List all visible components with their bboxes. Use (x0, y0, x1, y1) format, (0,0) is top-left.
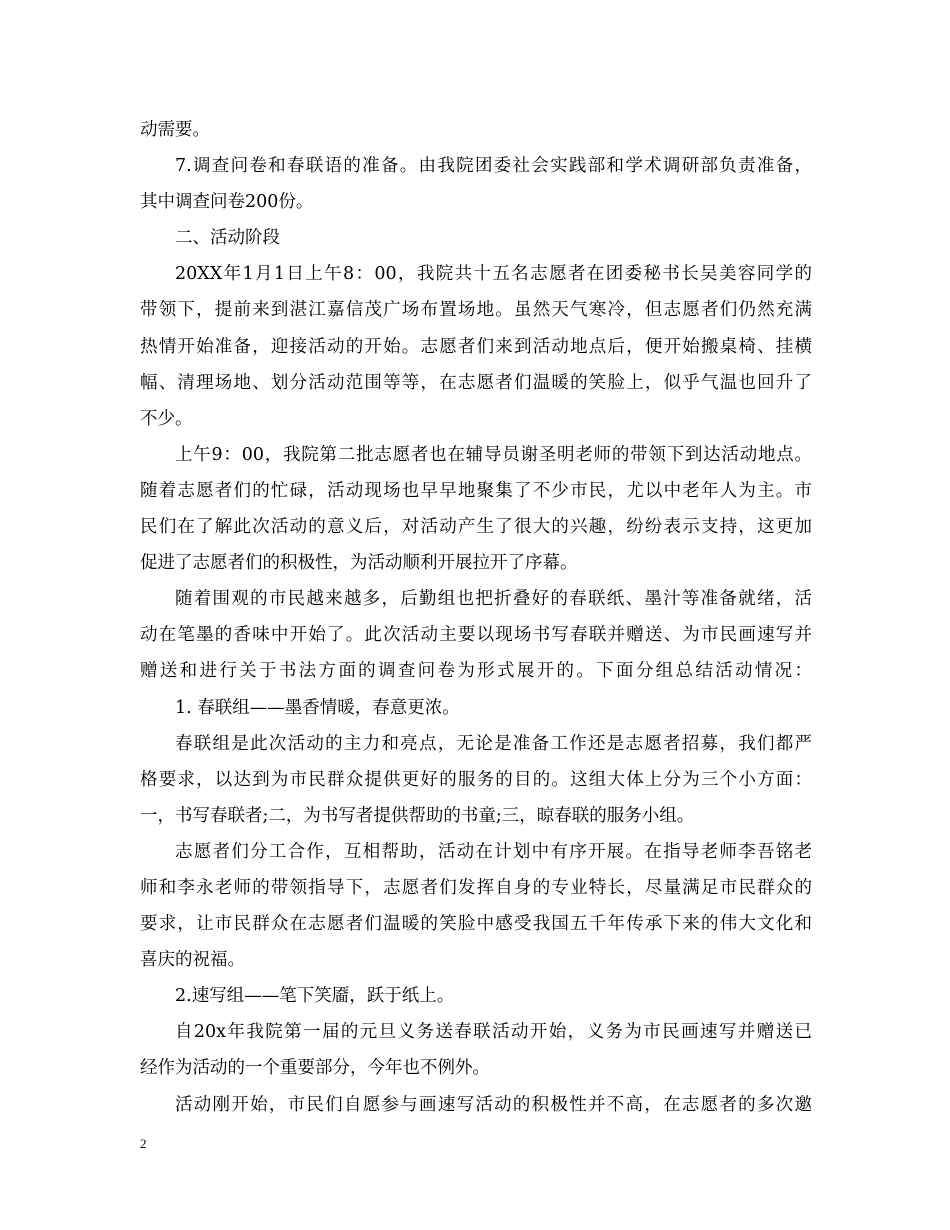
text-line: 热情开始准备，迎接活动的开始。志愿者们来到活动地点后，便开始搬桌椅、挂横 (140, 336, 812, 357)
text-line: 20XX年1月1日上午8：00，我院共十五名志愿者在团委秘书长吴美容同学的 (175, 264, 812, 285)
text-line: 促进了志愿者们的积极性，为活动顺利开展拉开了序幕。 (140, 553, 578, 574)
text-line: 动在笔墨的香味中开始了。此次活动主要以现场书写春联并赠送、为市民画速写并 (140, 625, 812, 646)
text-line: 随着志愿者们的忙碌，活动现场也早早地聚集了不少市民，尤以中老年人为主。市 (140, 480, 812, 501)
text-line: 赠送和进行关于书法方面的调查问卷为形式展开的。下面分组总结活动情况： (140, 661, 812, 682)
text-line: 自20x年我院第一届的元旦义务送春联活动开始，义务为市民画速写并赠送已 (175, 1022, 812, 1043)
text-line: 喜庆的祝福。 (140, 950, 245, 971)
page-number: 2 (140, 1136, 147, 1151)
document-body (140, 112, 812, 1123)
text-line: 民们在了解此次活动的意义后，对活动产生了很大的兴趣，纷纷表示支持，这更加 (140, 517, 812, 538)
text-line: 随着围观的市民越来越多，后勤组也把折叠好的春联纸、墨汁等准备就绪，活 (175, 589, 812, 610)
text-line: 其中调查问卷200份。 (140, 192, 314, 213)
text-line: 7.调查问卷和春联语的准备。由我院团委社会实践部和学术调研部负责准备， (175, 156, 812, 177)
text-line: 带领下，提前来到湛江嘉信茂广场布置场地。虽然天气寒冷，但志愿者们仍然充满 (140, 300, 812, 321)
text-line: 幅、清理场地、划分活动范围等等，在志愿者们温暖的笑脸上，似乎气温也回升了 (140, 372, 812, 393)
text-line: 一，书写春联者;二，为书写者提供帮助的书童;三，晾春联的服务小组。 (140, 805, 695, 826)
text-line: 经作为活动的一个重要部分，今年也不例外。 (140, 1058, 490, 1079)
text-line: 春联组是此次活动的主力和亮点，无论是准备工作还是志愿者招募，我们都严 (175, 733, 812, 754)
text-line: 上午9：00，我院第二批志愿者也在辅导员谢圣明老师的带领下到达活动地点。 (175, 444, 812, 465)
text-line: 要求，让市民群众在志愿者们温暖的笑脸中感受我国五千年传承下来的伟大文化和 (140, 914, 812, 935)
text-line: 格要求，以达到为市民群众提供更好的服务的目的。这组大体上分为三个小方面： (140, 769, 812, 790)
text-line: 不少。 (140, 408, 193, 429)
text-line: 1. 春联组——墨香情暖，春意更浓。 (175, 697, 460, 718)
text-line: 二、活动阶段 (175, 228, 280, 249)
text-line: 师和李永老师的带领指导下，志愿者们发挥自身的专业特长，尽量满足市民群众的 (140, 877, 812, 898)
text-line: 2.速写组——笔下笑靥，跃于纸上。 (175, 986, 455, 1007)
text-line: 志愿者们分工合作，互相帮助，活动在计划中有序开展。在指导老师李吾铭老 (175, 841, 812, 862)
text-line: 动需要。 (140, 120, 210, 140)
text-line: 活动刚开始，市民们自愿参与画速写活动的积极性并不高，在志愿者的多次邀 (175, 1094, 812, 1115)
